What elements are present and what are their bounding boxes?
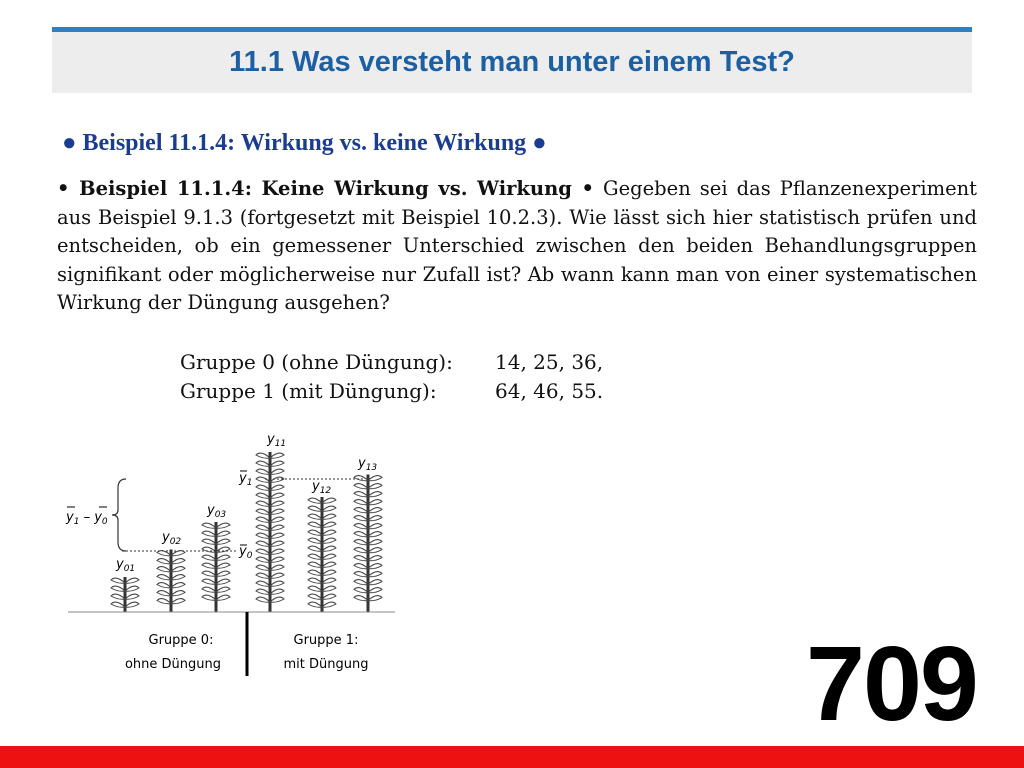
plant-leaf <box>270 565 284 570</box>
plant-leaf <box>270 469 284 474</box>
plant-leaf <box>202 579 216 584</box>
plant-leaf <box>368 492 382 497</box>
plant-group1 <box>354 475 382 613</box>
plant-leaf <box>308 578 322 583</box>
plant-leaf <box>256 493 270 498</box>
plant-leaf <box>202 587 216 592</box>
plant-leaf <box>270 549 284 554</box>
plant-leaf <box>308 530 322 535</box>
plant-leaf <box>322 586 336 591</box>
plant-leaf <box>322 506 336 511</box>
plant-figure <box>60 428 400 683</box>
plant-leaf <box>171 591 185 596</box>
plant-leaf <box>354 548 368 553</box>
plant-leaf <box>270 517 284 522</box>
plant-leaf <box>354 524 368 529</box>
slide-header <box>52 27 972 93</box>
plant-leaf <box>368 564 382 569</box>
plant-leaf <box>111 602 125 607</box>
plant-leaf <box>322 514 336 519</box>
plant-leaf <box>368 596 382 601</box>
difference-label: $y_1 - y_0$ <box>66 510 108 527</box>
plant-leaf <box>171 575 185 580</box>
plant-leaf <box>368 548 382 553</box>
plant-leaf <box>322 498 336 503</box>
example-body: Gegeben sei das Pflanzenexperiment aus Beispiel 9.1.3 (fortgesetzt mit Beispiel 10.2.3). Wie lässt sich hier statistisch prüfen und entscheiden, ob ein gemessener Unterschied zwischen den beiden Behandlungsgruppen signifikant oder möglicherweise nur Zufall ist? Ab wann kann man von einer systematischen Wirkung der Düngung ausgehen? <box>57 177 978 314</box>
plant-leaf <box>216 523 230 528</box>
plant-leaf <box>308 506 322 511</box>
plant-leaf <box>270 509 284 514</box>
plant-leaf <box>125 586 139 591</box>
plant-leaf <box>368 484 382 489</box>
plant-leaf <box>202 531 216 536</box>
plant-leaf <box>308 538 322 543</box>
plant-leaf <box>256 461 270 466</box>
group1-caption-line1: Gruppe 1: <box>293 633 359 648</box>
difference-brace <box>112 479 126 551</box>
group1-label: Gruppe 1 (mit Düngung): <box>180 379 437 403</box>
plant-leaf <box>256 485 270 490</box>
group0-values: 14, 25, 36, <box>495 350 604 374</box>
plant-leaf <box>368 556 382 561</box>
plant-leaf <box>368 540 382 545</box>
plant-leaf <box>270 581 284 586</box>
plant-leaf <box>216 555 230 560</box>
plant-leaf <box>202 595 216 600</box>
plant-leaf <box>111 594 125 599</box>
plant-leaf <box>202 571 216 576</box>
plant-leaf <box>308 498 322 503</box>
plant-leaf <box>256 525 270 530</box>
plant-leaf <box>368 572 382 577</box>
plant-leaf <box>256 597 270 602</box>
plant-leaf <box>270 485 284 490</box>
plant-leaf <box>270 477 284 482</box>
page-number: 709 <box>806 625 977 743</box>
plant-leaf <box>322 562 336 567</box>
plant-leaf <box>308 562 322 567</box>
slide-title: 11.1 Was versteht man unter einem Test? <box>229 46 795 78</box>
label-y01: $y_{01}$ <box>116 557 136 574</box>
plant-leaf <box>354 492 368 497</box>
label-ybar1: $y_1$ <box>239 471 253 488</box>
plant-leaf <box>216 571 230 576</box>
plant-leaf <box>308 594 322 599</box>
plant-leaf <box>368 580 382 585</box>
plant-leaf <box>256 469 270 474</box>
group-row <box>180 348 603 377</box>
plant-leaf <box>270 533 284 538</box>
plant-leaf <box>354 532 368 537</box>
plant-leaf <box>354 580 368 585</box>
plant-leaf <box>216 563 230 568</box>
label-y11: $y_{11}$ <box>267 432 287 449</box>
plant-leaf <box>308 522 322 527</box>
plant-leaf <box>157 583 171 588</box>
plant-leaf <box>354 508 368 513</box>
plant-group0 <box>157 550 185 613</box>
plant-group0 <box>111 577 139 612</box>
plant-leaf <box>256 565 270 570</box>
group1-caption-line2: mit Düngung <box>283 657 369 672</box>
plant-leaf <box>216 531 230 536</box>
plant-leaf <box>157 559 171 564</box>
plant-leaf <box>125 594 139 599</box>
group0-caption-line2: ohne Düngung <box>124 657 222 672</box>
plant-leaf <box>270 493 284 498</box>
plant-leaf <box>368 532 382 537</box>
plant-leaf <box>308 554 322 559</box>
plant-leaf <box>256 509 270 514</box>
plant-leaf <box>322 538 336 543</box>
plant-leaf <box>171 559 185 564</box>
plant-leaf <box>322 594 336 599</box>
plant-leaf <box>354 564 368 569</box>
plant-leaf <box>270 541 284 546</box>
plant-leaf <box>368 524 382 529</box>
example-heading: ● Beispiel 11.1.4: Wirkung vs. keine Wirkung ● <box>62 130 547 156</box>
plant-leaf <box>270 589 284 594</box>
plant-leaf <box>256 453 270 458</box>
plant-leaf <box>202 547 216 552</box>
plant-leaf <box>354 484 368 489</box>
plant-leaf <box>202 555 216 560</box>
plant-leaf <box>216 579 230 584</box>
group0-label: Gruppe 0 (ohne Düngung): <box>180 350 453 374</box>
example-lead: • Beispiel 11.1.4: Keine Wirkung vs. Wirkung • <box>57 177 594 200</box>
plant-leaf <box>157 591 171 596</box>
plant-leaf <box>322 530 336 535</box>
plant-leaf <box>354 500 368 505</box>
plant-leaf <box>308 570 322 575</box>
plant-leaf <box>308 602 322 607</box>
plant-leaf <box>157 599 171 604</box>
label-ybar0: $y_0$ <box>239 544 253 561</box>
plant-leaf <box>270 501 284 506</box>
label-y02: $y_{02}$ <box>162 530 182 547</box>
plant-leaf <box>256 541 270 546</box>
plant-leaf <box>354 540 368 545</box>
plant-leaf <box>368 508 382 513</box>
plant-leaf <box>256 573 270 578</box>
plant-leaf <box>322 554 336 559</box>
plant-leaf <box>368 516 382 521</box>
plant-leaf <box>256 581 270 586</box>
plant-leaf <box>368 476 382 481</box>
plant-leaf <box>256 517 270 522</box>
plant-leaf <box>256 477 270 482</box>
plant-leaf <box>256 557 270 562</box>
plant-leaf <box>202 539 216 544</box>
label-y13: $y_{13}$ <box>358 456 378 473</box>
plant-leaf <box>157 575 171 580</box>
plant-leaf <box>202 523 216 528</box>
group-row <box>180 377 603 406</box>
label-y12: $y_{12}$ <box>312 479 332 496</box>
plant-leaf <box>354 556 368 561</box>
plant-leaf <box>157 567 171 572</box>
label-y03: $y_{03}$ <box>207 503 227 520</box>
footer-bar <box>0 746 1024 768</box>
plant-leaf <box>308 514 322 519</box>
plant-leaf <box>322 570 336 575</box>
plant-leaf <box>202 563 216 568</box>
plant-leaf <box>125 578 139 583</box>
plant-group1 <box>308 497 336 612</box>
plant-leaf <box>308 546 322 551</box>
plant-leaf <box>354 588 368 593</box>
plant-group1 <box>256 452 284 612</box>
plant-leaf <box>354 516 368 521</box>
plant-leaf <box>216 539 230 544</box>
plant-leaf <box>322 578 336 583</box>
plant-leaf <box>368 500 382 505</box>
plant-leaf <box>270 525 284 530</box>
plant-leaf <box>270 557 284 562</box>
plant-leaf <box>256 501 270 506</box>
plant-group0 <box>202 522 230 612</box>
plant-leaf <box>354 596 368 601</box>
group-values <box>180 348 603 406</box>
plant-leaf <box>322 602 336 607</box>
plant-leaf <box>354 476 368 481</box>
plant-leaf <box>270 461 284 466</box>
plant-leaf <box>354 572 368 577</box>
plant-leaf <box>256 533 270 538</box>
plant-leaf <box>308 586 322 591</box>
group1-values: 64, 46, 55. <box>495 379 604 403</box>
example-paragraph <box>57 175 977 318</box>
plant-leaf <box>256 589 270 594</box>
plant-leaf <box>111 586 125 591</box>
plant-leaf <box>171 567 185 572</box>
plant-leaf <box>125 602 139 607</box>
plant-leaf <box>270 597 284 602</box>
plant-leaf <box>111 578 125 583</box>
plant-leaf <box>270 573 284 578</box>
plant-leaf <box>322 522 336 527</box>
group0-caption-line1: Gruppe 0: <box>148 633 214 648</box>
plant-leaf <box>171 599 185 604</box>
plant-leaf <box>216 587 230 592</box>
plant-leaf <box>256 549 270 554</box>
plant-leaf <box>368 588 382 593</box>
plant-leaf <box>216 595 230 600</box>
plant-leaf <box>322 546 336 551</box>
plant-leaf <box>270 453 284 458</box>
plant-leaf <box>171 583 185 588</box>
